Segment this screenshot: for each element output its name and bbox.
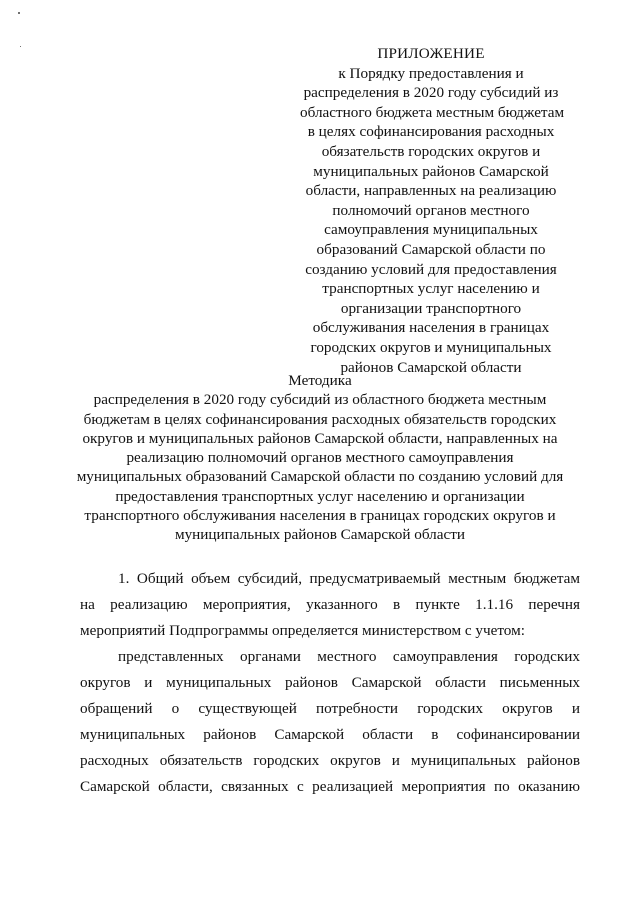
- appendix-line: в целях софинансирования расходных: [307, 123, 555, 141]
- paragraph-line: мероприятий Подпрограммы определяется министерством с учетом:: [80, 622, 525, 639]
- paragraph-line: расходных обязательств городских округов и муниципальных районов: [80, 752, 580, 769]
- paragraph-line: 1. Общий объем субсидий, предусматриваемый местным бюджетам: [118, 570, 580, 587]
- appendix-line: распределения в 2020 году субсидий из: [303, 84, 559, 102]
- paragraph-line: муниципальных районов Самарской области в софинансировании: [80, 726, 580, 743]
- appendix-line: районов Самарской области: [340, 358, 522, 376]
- methodology-heading: [40, 371, 600, 545]
- appendix-line: муниципальных районов Самарской: [313, 162, 549, 180]
- methodology-line: бюджетам в целях софинансирования расходных обязательств городских: [83, 410, 557, 428]
- appendix-line: к Порядку предоставления и: [338, 64, 524, 82]
- appendix-line: обязательств городских округов и: [321, 142, 541, 160]
- appendix-line: образований Самарской области по: [316, 240, 546, 258]
- paragraph-line: Самарской области, связанных с реализацией мероприятия по оказанию: [80, 778, 580, 795]
- appendix-line: обслуживания населения в границах: [312, 319, 550, 337]
- paragraph-line: на реализацию мероприятия, указанного в пункте 1.1.16 перечня: [80, 596, 580, 613]
- paragraph-2: [80, 644, 580, 800]
- appendix-line: полномочий органов местного: [332, 201, 530, 219]
- paragraph-1: [80, 566, 580, 644]
- appendix-line: организации транспортного: [340, 299, 522, 317]
- methodology-line: распределения в 2020 году субсидий из областного бюджета местным: [93, 391, 547, 409]
- appendix-title: ПРИЛОЖЕНИЕ: [377, 45, 485, 62]
- body-text: [80, 566, 580, 800]
- methodology-line: муниципальных районов Самарской области: [174, 526, 466, 544]
- appendix-line: области, направленных на реализацию: [305, 182, 557, 200]
- appendix-line: городских округов и муниципальных: [310, 338, 552, 356]
- appendix-line: созданию условий для предоставления: [305, 260, 557, 278]
- scan-speck: [20, 46, 21, 47]
- scan-speck: [18, 12, 20, 14]
- appendix-header: [300, 44, 565, 377]
- methodology-line: транспортного обслуживания населения в границах городских округов и: [84, 507, 556, 525]
- methodology-line: предоставления транспортных услуг населению и организации: [115, 487, 525, 505]
- appendix-line: самоуправления муниципальных: [324, 221, 538, 239]
- methodology-line: округов и муниципальных районов Самарской области, направленных на: [82, 429, 558, 447]
- appendix-line: областного бюджета местным бюджетам: [300, 103, 565, 121]
- methodology-line: реализацию полномочий органов местного самоуправления: [126, 449, 514, 467]
- methodology-line: муниципальных образований Самарской области по созданию условий для: [76, 468, 564, 486]
- paragraph-line: обращений о существующей потребности городских округов и: [80, 700, 580, 717]
- paragraph-line: представленных органами местного самоуправления городских: [118, 648, 580, 665]
- paragraph-line: округов и муниципальных районов Самарской области письменных: [80, 674, 580, 691]
- appendix-line: транспортных услуг населению и: [322, 280, 540, 298]
- methodology-title: Методика: [288, 372, 352, 389]
